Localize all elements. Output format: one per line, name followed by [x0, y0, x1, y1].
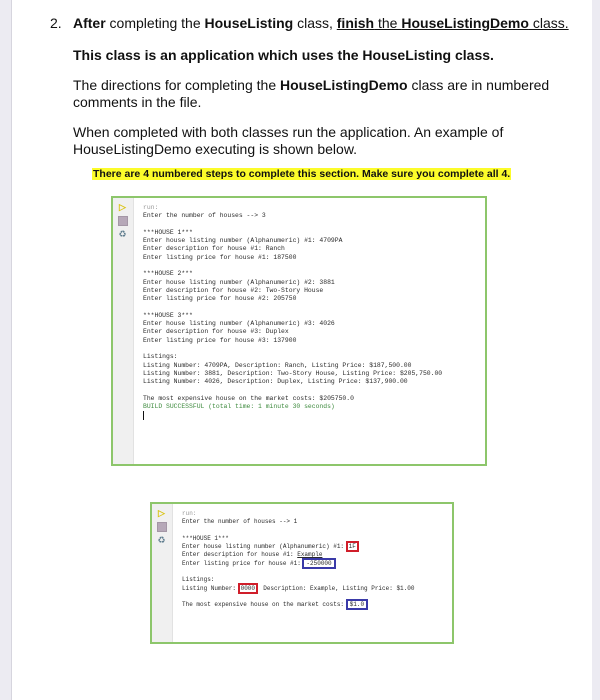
- red-annotation-box: 0000: [240, 584, 256, 592]
- console-line: Enter listing price for house #2: 205750: [143, 295, 297, 303]
- list-item-number: 2.: [50, 15, 62, 31]
- blue-annotation-box: -250000: [306, 559, 332, 567]
- console-line: ***HOUSE 2***: [143, 270, 193, 278]
- rerun-icon[interactable]: ♻: [157, 535, 166, 545]
- console-gutter: [152, 504, 173, 642]
- text: comments in the file.: [73, 94, 202, 110]
- bold-class-name: HouseListing: [204, 15, 294, 31]
- console-line: The most expensive house on the market costs:: [182, 601, 348, 609]
- console-line: Enter the number of houses --> 1: [182, 518, 298, 526]
- bold-demo-class: HouseListingDemo: [280, 77, 408, 93]
- paragraph-directions: [73, 77, 549, 111]
- blue-annotation-box: $1.0: [349, 601, 365, 609]
- bold-finish: finish: [336, 15, 375, 31]
- console-text: [143, 204, 442, 424]
- text: The directions for completing the: [73, 77, 280, 93]
- rerun-icon[interactable]: ♻: [118, 229, 127, 239]
- console-line: Listing Number: 3881, Description: Two-Story House, Listing Price: $205,750.00: [143, 369, 443, 377]
- build-status: BUILD SUCCESSFUL (total time: 1 minute 30 seconds): [143, 403, 335, 411]
- console-line: Enter listing price for house #1: 187500: [143, 253, 297, 261]
- run-icon[interactable]: ▷: [158, 508, 165, 518]
- instruction-heading: [73, 15, 569, 32]
- bold-after: After: [73, 15, 106, 31]
- console-line: Enter description for house #1: Ranch: [143, 245, 285, 253]
- text: class,: [293, 15, 337, 31]
- text-cursor: [143, 411, 144, 420]
- bold-demo-class: HouseListingDemo: [401, 15, 529, 31]
- console-line: The most expensive house on the market costs: $205750.0: [143, 394, 354, 402]
- console-output-example-1: [111, 196, 487, 466]
- stop-icon[interactable]: [118, 216, 128, 226]
- text: class.: [528, 15, 569, 31]
- console-output-example-2: [150, 502, 454, 644]
- text: class are in numbered: [407, 77, 550, 93]
- console-line: Enter listing price for house #3: 137900: [143, 336, 297, 344]
- stop-icon[interactable]: [157, 522, 167, 532]
- text: HouseListingDemo executing is shown below.: [73, 141, 358, 157]
- console-line: Enter description for house #1:: [182, 551, 298, 559]
- text: When completed with both classes run the application. An example of: [73, 124, 504, 140]
- text: completing the: [105, 15, 205, 31]
- paragraph-run-application: [73, 124, 503, 158]
- console-line: ***HOUSE 3***: [143, 311, 193, 319]
- console-line: Enter listing price for house #1:: [182, 559, 305, 567]
- paragraph-application: [73, 47, 494, 64]
- console-line: Enter house listing number (Alphanumeric) #3: 4026: [143, 320, 335, 328]
- highlighted-note: There are 4 numbered steps to complete this section. Make sure you complete all 4.: [93, 168, 511, 180]
- console-value: Example: [297, 551, 323, 559]
- run-label: run:: [182, 510, 197, 517]
- text: the: [374, 15, 402, 31]
- console-line: ***HOUSE 1***: [143, 228, 193, 236]
- console-line: Enter house listing number (Alphanumeric) #1:: [182, 543, 348, 551]
- console-line: Listings:: [182, 576, 215, 584]
- run-label: run:: [143, 204, 159, 211]
- bold-paragraph: This class is an application which uses the HouseListing class.: [73, 47, 494, 63]
- console-line: Enter house listing number (Alphanumeric) #1: 4709PA: [143, 237, 343, 245]
- viewer-right-gutter: [592, 0, 600, 700]
- red-annotation-box: 1F: [348, 543, 356, 551]
- console-line: Listing Number: 4709PA, Description: Ranch, Listing Price: $187,500.00: [143, 361, 412, 369]
- run-icon[interactable]: ▷: [119, 202, 126, 212]
- console-line: Enter house listing number (Alphanumeric) #2: 3881: [143, 278, 335, 286]
- console-text: [182, 510, 414, 610]
- console-line: Enter description for house #2: Two-Story House: [143, 286, 324, 294]
- console-line: , Description: Example, Listing Price: $1.00: [256, 584, 415, 592]
- console-line: Listings:: [143, 353, 178, 361]
- console-gutter: [113, 198, 134, 464]
- console-line: Enter the number of houses --> 3: [143, 212, 266, 220]
- underlined-instruction: [337, 15, 569, 31]
- console-line: Listing Number: 4026, Description: Duplex, Listing Price: $137,900.00: [143, 378, 408, 386]
- console-line: Listing Number:: [182, 584, 240, 592]
- console-line: ***HOUSE 1***: [182, 534, 229, 542]
- console-line: Enter description for house #3: Duplex: [143, 328, 289, 336]
